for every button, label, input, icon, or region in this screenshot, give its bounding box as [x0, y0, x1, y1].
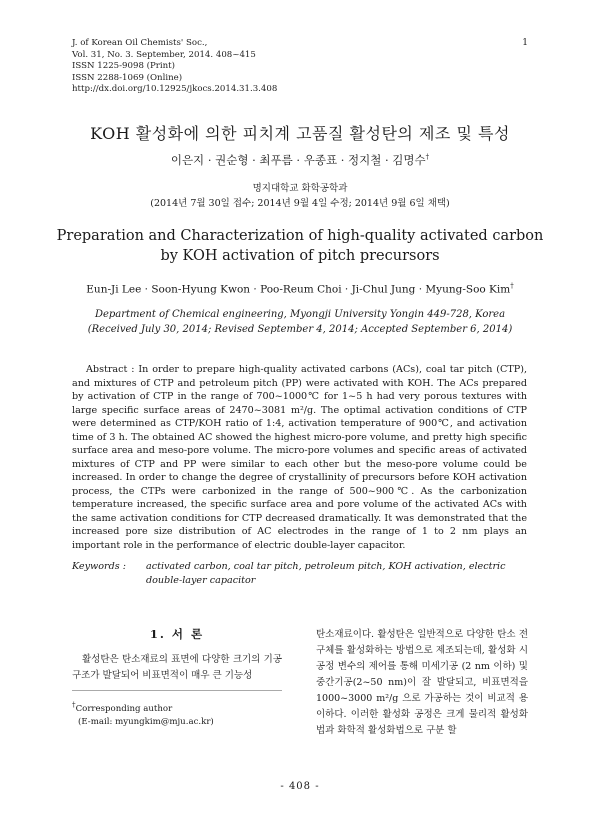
- title-korean: KOH 활성화에 의한 피치계 고품질 활성탄의 제조 및 특성: [90, 124, 510, 143]
- section-title-introduction: 1. 서 론: [149, 627, 205, 641]
- keywords-text: activated carbon, coal tar pitch, petroleum pitch, KOH activation, electric double-layer capacitor: [146, 561, 506, 586]
- footnote-divider: [72, 690, 282, 691]
- volume-info: Vol. 31, No. 3. September, 2014. 408~415: [72, 49, 256, 60]
- footnote-mark: †: [72, 700, 76, 709]
- issn-print: ISSN 1225-9098 (Print): [72, 61, 175, 71]
- keywords-label: Keywords :: [72, 561, 126, 572]
- affiliation-english: [0, 307, 600, 337]
- title-english: [0, 226, 600, 266]
- journal-header: [72, 38, 277, 96]
- footnote: [72, 698, 302, 729]
- corresponding-mark: †: [425, 153, 430, 162]
- corresponding-author-label: Corresponding author: [75, 703, 173, 714]
- corresponding-mark-en: †: [510, 282, 514, 290]
- abstract-label: Abstract: [86, 364, 128, 375]
- title-english-line1: Preparation and Characterization of high-quality activated carbon: [56, 228, 544, 244]
- dates-english: (Received July 30, 2014; Revised September 4, 2014; Accepted September 6, 2014): [87, 324, 513, 335]
- abstract: [72, 363, 527, 552]
- abstract-text: : In order to prepare high-quality activated carbons (ACs), coal tar pitch (CTP), and mixtures of CTP and petroleum pitch (PP) were activated with KOH. The ACs prepared by activation of CTP in the range of 700~1000℃ for 1~5 h had very porous textures with large specific surface areas of 2470~3081 m²/g. The optimal activation conditions of CTP were determined as CTP/KOH ratio of 1:4, activation temperature of 900℃, and activation time of 3 h. The obtained AC showed the highest micro-pore volume, and pretty high specific surface area and meso-pore volume. The micro-pore volumes and specific areas of activated mixtures of CTP and PP were similar to each other but the meso-pore volume could be increased. In order to change the degree of crystallinity of precursors before KOH activation process, the CTPs were carbonized in the range of 500~900℃. As the carbonization temperature increased, the specific surface area and pore volume of the activated ACs with the same activation conditions for CTP decreased dramatically. It was demonstrated that the increased pore size distribution of AC electrodes in the range of 1 to 2 nm plays an important role in the performance of electric double-layer capacitor.: [72, 364, 527, 551]
- doi-link[interactable]: http://dx.doi.org/10.12925/jkocs.2014.31.3.408: [72, 84, 278, 94]
- body-left-column: [72, 652, 282, 684]
- body-right-column: [316, 627, 528, 739]
- intro-paragraph-right: 탄소재료이다. 활성탄은 일반적으로 다양한 탄소 전구체를 활성화하는 방법으로 제조되는데, 활성화 시 공정 변수의 제어를 통해 미세기공 (2 nm 이하) 및 중간기공(2~50 nm)이 잘 발달되고, 비표면적을 1000~3000 m²/g 으로 가공하는 것이 비교적 용이하다. 이러한 활성화 공정은 크게 물리적 활성화법과 화학적 활성화법으로 구분 할: [316, 629, 528, 736]
- corresponding-email[interactable]: (E-mail: myungkim@mju.ac.kr): [78, 716, 214, 727]
- keywords: [72, 560, 527, 587]
- affiliation-korean: 명지대학교 화학공학과: [252, 183, 348, 194]
- authors-english: [0, 282, 600, 296]
- authors-english-names: Eun-Ji Lee · Soon-Hyung Kwon · Poo-Reum Choi · Ji-Chul Jung · Myung-Soo Kim: [86, 283, 511, 296]
- dates-korean: (2014년 7월 30일 접수; 2014년 9월 4일 수정; 2014년 9월 6일 채택): [150, 198, 450, 209]
- page-number: 1: [522, 38, 528, 48]
- authors-korean-names: 이은지 · 권순형 · 최푸름 · 우종표 · 정지철 · 김명수: [170, 153, 426, 167]
- journal-name: J. of Korean Oil Chemists' Soc.,: [72, 38, 208, 48]
- authors-korean: [0, 152, 600, 168]
- title-english-line2: by KOH activation of pitch precursors: [160, 248, 440, 264]
- page-footer: - 408 -: [280, 781, 320, 792]
- intro-paragraph-left: 활성탄은 탄소재료의 표면에 다양한 크기의 기공구조가 발달되어 비표면적이 매우 큰 기능성: [72, 654, 282, 681]
- issn-online: ISSN 2288-1069 (Online): [72, 72, 183, 83]
- affiliation-english-text: Department of Chemical engineering, Myongji University Yongin 449-728, Korea: [94, 309, 506, 320]
